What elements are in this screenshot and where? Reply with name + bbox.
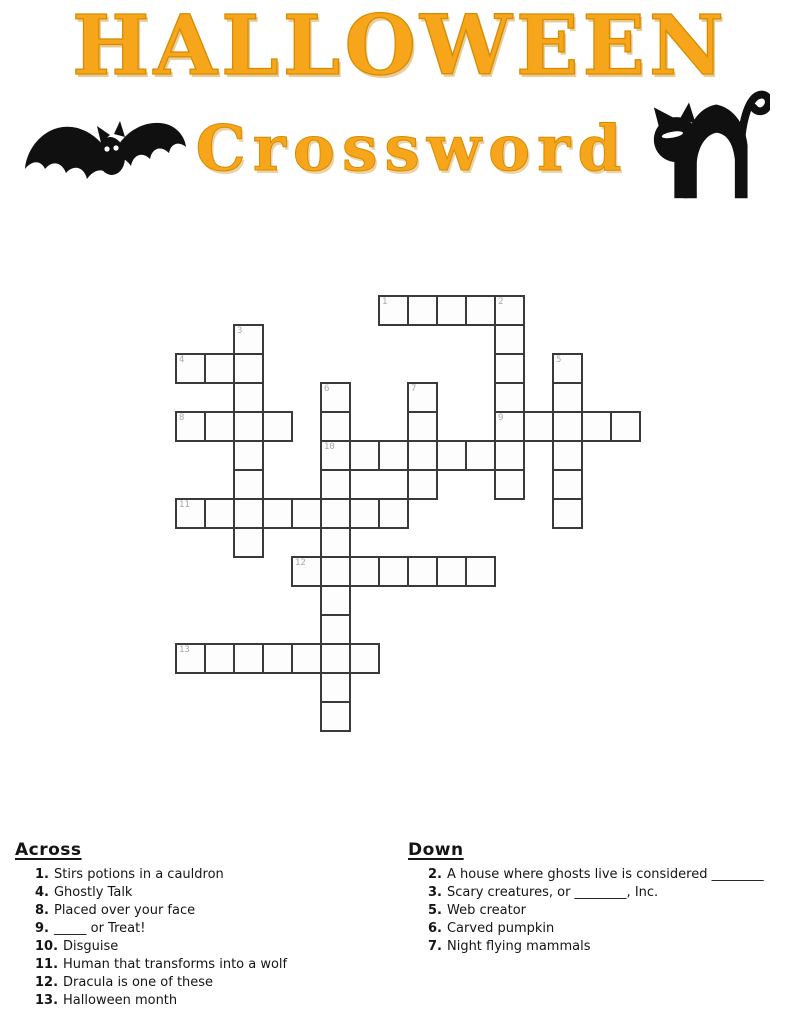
- grid-cell[interactable]: [320, 382, 351, 413]
- cell-number: 13: [179, 645, 190, 655]
- clue-item: [15, 920, 400, 938]
- grid-cell[interactable]: [175, 353, 206, 384]
- grid-cell[interactable]: [262, 498, 293, 529]
- grid-cell[interactable]: [407, 382, 438, 413]
- clue-text: Ghostly Talk: [53, 885, 133, 900]
- across-heading: Across: [15, 840, 82, 860]
- grid-cell[interactable]: [204, 498, 235, 529]
- clue-text: Dracula is one of these: [63, 975, 214, 990]
- cell-number: 9: [498, 413, 504, 423]
- down-heading: Down: [408, 840, 464, 860]
- clue-item: [15, 902, 400, 920]
- grid-cell[interactable]: [552, 498, 583, 529]
- grid-cell[interactable]: [552, 353, 583, 384]
- clue-number: 9.: [35, 921, 49, 936]
- grid-cell[interactable]: [320, 498, 351, 529]
- grid-cell[interactable]: [436, 440, 467, 471]
- grid-cell[interactable]: [436, 556, 467, 587]
- clue-text: Disguise: [63, 939, 119, 954]
- clue-item: [15, 992, 400, 1010]
- down-clue-list: [408, 866, 796, 956]
- grid-cell[interactable]: [465, 295, 496, 326]
- grid-cell[interactable]: [465, 440, 496, 471]
- down-clues-column: [408, 840, 796, 956]
- page-title: HALLOWEEN: [72, 0, 728, 94]
- grid-cell[interactable]: [233, 324, 264, 355]
- cell-number: 5: [556, 355, 562, 365]
- grid-cell[interactable]: [320, 585, 351, 616]
- grid-cell[interactable]: [378, 498, 409, 529]
- clue-item: [408, 938, 796, 956]
- cell-number: 8: [179, 413, 185, 423]
- grid-cell[interactable]: [378, 295, 409, 326]
- grid-cell[interactable]: [465, 556, 496, 587]
- grid-cell[interactable]: [552, 440, 583, 471]
- grid-cell[interactable]: [494, 411, 525, 442]
- grid-cell[interactable]: [407, 556, 438, 587]
- grid-cell[interactable]: [204, 643, 235, 674]
- grid-cell[interactable]: [494, 469, 525, 500]
- grid-cell[interactable]: [494, 324, 525, 355]
- clue-item: [408, 902, 796, 920]
- cell-number: 2: [498, 297, 504, 307]
- grid-cell[interactable]: [552, 469, 583, 500]
- clue-number: 11.: [35, 957, 59, 972]
- grid-cell[interactable]: [320, 701, 351, 732]
- grid-cell[interactable]: [233, 411, 264, 442]
- grid-cell[interactable]: [407, 411, 438, 442]
- clue-number: 6.: [428, 921, 442, 936]
- clue-item: [15, 884, 400, 902]
- clue-number: 7.: [428, 939, 442, 954]
- grid-cell[interactable]: [552, 382, 583, 413]
- grid-cell[interactable]: [320, 411, 351, 442]
- clue-number: 5.: [428, 903, 442, 918]
- clue-text: _____ or Treat!: [53, 921, 146, 936]
- grid-cell[interactable]: [349, 498, 380, 529]
- grid-cell[interactable]: [494, 382, 525, 413]
- clue-text: Scary creatures, or ________, Inc.: [446, 885, 659, 900]
- grid-cell[interactable]: [320, 614, 351, 645]
- grid-cell[interactable]: [610, 411, 641, 442]
- grid-cell[interactable]: [320, 440, 351, 471]
- clue-item: [15, 974, 400, 992]
- grid-cell[interactable]: [378, 440, 409, 471]
- clue-number: 13.: [35, 993, 59, 1008]
- cell-number: 7: [411, 384, 417, 394]
- clue-text: Night flying mammals: [446, 939, 591, 954]
- crossword-grid: [175, 295, 642, 733]
- grid-cell[interactable]: [291, 498, 322, 529]
- grid-cell[interactable]: [233, 498, 264, 529]
- grid-cell[interactable]: [349, 440, 380, 471]
- clue-number: 8.: [35, 903, 49, 918]
- grid-cell[interactable]: [349, 643, 380, 674]
- clue-text: Carved pumpkin: [446, 921, 555, 936]
- grid-cell[interactable]: [262, 643, 293, 674]
- grid-cell[interactable]: [320, 527, 351, 558]
- clue-number: 2.: [428, 867, 442, 882]
- clue-text: Placed over your face: [53, 903, 196, 918]
- grid-cell[interactable]: [291, 556, 322, 587]
- clue-number: 3.: [428, 885, 442, 900]
- across-clue-list: [15, 866, 400, 1010]
- clue-item: [408, 884, 796, 902]
- clue-text: Human that transforms into a wolf: [63, 957, 288, 972]
- clue-number: 10.: [35, 939, 59, 954]
- grid-cell[interactable]: [407, 469, 438, 500]
- clue-number: 4.: [35, 885, 49, 900]
- grid-cell[interactable]: [233, 469, 264, 500]
- grid-cell[interactable]: [349, 556, 380, 587]
- grid-cell[interactable]: [378, 556, 409, 587]
- bat-icon: [22, 116, 187, 191]
- grid-cell[interactable]: [407, 295, 438, 326]
- clue-item: [15, 956, 400, 974]
- page-subtitle: Crossword: [195, 111, 629, 185]
- grid-cell[interactable]: [233, 643, 264, 674]
- grid-cell[interactable]: [494, 353, 525, 384]
- clue-item: [408, 920, 796, 938]
- cell-number: 11: [179, 500, 190, 510]
- cell-number: 3: [237, 326, 243, 336]
- grid-cell[interactable]: [204, 411, 235, 442]
- grid-cell[interactable]: [233, 440, 264, 471]
- grid-cell[interactable]: [233, 382, 264, 413]
- clue-number: 12.: [35, 975, 59, 990]
- clue-text: Stirs potions in a cauldron: [53, 867, 224, 882]
- grid-cell[interactable]: [233, 353, 264, 384]
- clue-item: [408, 866, 796, 884]
- grid-cell[interactable]: [320, 469, 351, 500]
- cell-number: 1: [382, 297, 388, 307]
- cell-number: 12: [295, 558, 306, 568]
- clue-item: [15, 938, 400, 956]
- grid-cell[interactable]: [494, 295, 525, 326]
- grid-cell[interactable]: [407, 440, 438, 471]
- clue-text: Halloween month: [63, 993, 178, 1008]
- grid-cell[interactable]: [320, 643, 351, 674]
- grid-cell[interactable]: [320, 672, 351, 703]
- cell-number: 6: [324, 384, 330, 394]
- clue-text: Web creator: [446, 903, 527, 918]
- grid-cell[interactable]: [581, 411, 612, 442]
- grid-cell[interactable]: [320, 556, 351, 587]
- cell-number: 4: [179, 355, 185, 365]
- grid-cell[interactable]: [175, 411, 206, 442]
- black-cat-icon: [648, 88, 770, 202]
- cell-number: 10: [324, 442, 335, 452]
- grid-cell[interactable]: [262, 411, 293, 442]
- grid-cell[interactable]: [494, 440, 525, 471]
- across-clues-column: [15, 840, 400, 1010]
- clue-text: A house where ghosts live is considered ________: [446, 867, 764, 882]
- clue-item: [15, 866, 400, 884]
- grid-cell[interactable]: [175, 498, 206, 529]
- grid-cell[interactable]: [436, 295, 467, 326]
- grid-cell[interactable]: [291, 643, 322, 674]
- grid-cell[interactable]: [233, 527, 264, 558]
- clue-number: 1.: [35, 867, 49, 882]
- grid-cell[interactable]: [523, 411, 554, 442]
- grid-cell[interactable]: [204, 353, 235, 384]
- grid-cell[interactable]: [175, 643, 206, 674]
- grid-cell[interactable]: [552, 411, 583, 442]
